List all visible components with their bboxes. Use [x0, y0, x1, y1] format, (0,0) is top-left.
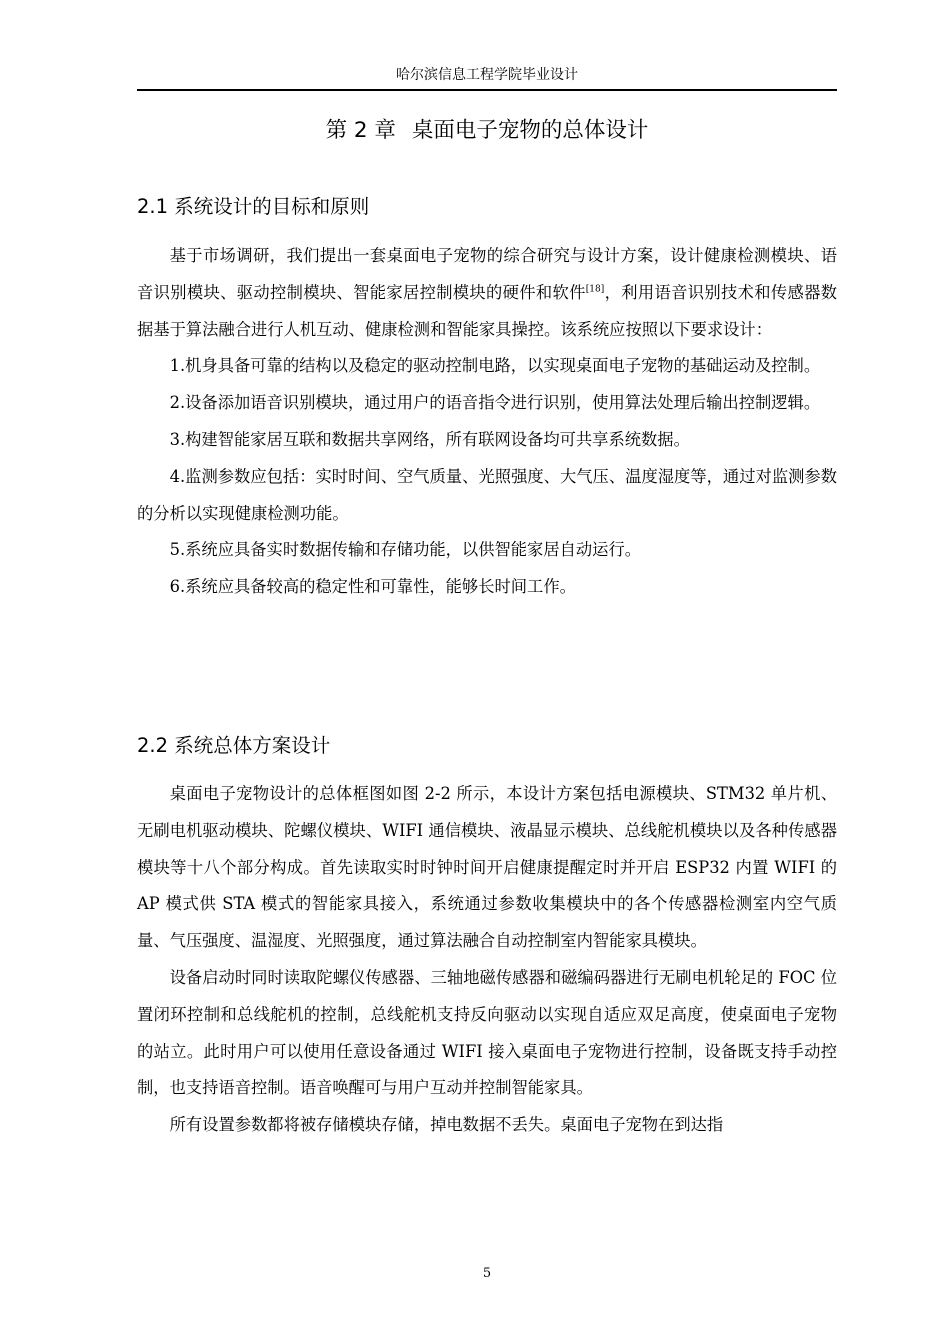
- chapter-title: [137, 116, 837, 146]
- running-header: 哈尔滨信息工程学院毕业设计: [396, 67, 578, 83]
- chapter-number: 第 2 章: [325, 118, 396, 143]
- body-paragraph: 所有设置参数都将被存储模块存储，掉电数据不丢失。桌面电子宠物在到达指: [169, 1115, 724, 1135]
- body-paragraph: 桌面电子宠物设计的总体框图如图 2-2 所示，本设计方案包括电源模块、STM32 单片机、无刷电机驱动模块、陀螺仪模块、WIFI 通信模块、液晶显示模块、总线舵机模块以及各种传感器模块等十八个部分构成。首先读取实时时钟时间开启健康提醒定时并开启 ESP32 内置 WIFI 的 AP 模式供 STA 模式的智能家具接入，系统通过参数收集模块中的各个传感器检测室内空气质量、气压强度、温湿度、光照强度，通过算法融合自动控制室内智能家具模块。: [137, 784, 837, 951]
- section-2-1-body: [137, 238, 837, 606]
- requirement-item: 4.监测参数应包括：实时时间、空气质量、光照强度、大气压、温度湿度等，通过对监测参数的分析以实现健康检测功能。: [137, 466, 837, 523]
- chapter-title-text: 桌面电子宠物的总体设计: [411, 118, 649, 143]
- page-number: 5: [482, 1266, 492, 1281]
- section-heading-2-2: 2.2 系统总体方案设计: [137, 734, 331, 757]
- requirement-item: 1.机身具备可靠的结构以及稳定的驱动控制电路，以实现桌面电子宠物的基础运动及控制。: [169, 356, 821, 376]
- body-paragraph: 设备启动时同时读取陀螺仪传感器、三轴地磁传感器和磁编码器进行无刷电机轮足的 FOC 位置闭环控制和总线舵机的控制，总线舵机支持反向驱动以实现自适应双足高度，使桌面电子宠物的站立。此时用户可以使用任意设备通过 WIFI 接入桌面电子宠物进行控制，设备既支持手动控制，也支持语音控制。语音唤醒可与用户互动并控制智能家具。: [137, 967, 837, 1098]
- section-heading-2-1: 2.1 系统设计的目标和原则: [137, 195, 370, 218]
- intro-text-cont: ，利用语音识别技术和传感器数据基于算法融合进行人机互动、健康检测和智能家具操控。该系统应按照以下要求设计：: [137, 282, 837, 339]
- citation-ref: [18]: [585, 284, 605, 295]
- intro-text: 基于市场调研，我们提出一套桌面电子宠物的综合研究与设计方案，设计健康检测模块、语音识别模块、驱动控制模块、智能家居控制模块的硬件和软件: [137, 246, 837, 302]
- intro-paragraph: [137, 238, 837, 348]
- requirement-item: 5.系统应具备实时数据传输和存储功能，以供智能家居自动运行。: [169, 540, 642, 560]
- section-2-2-body: [137, 776, 837, 1144]
- header-rule: [137, 89, 837, 91]
- requirement-item: 3.构建智能家居互联和数据共享网络，所有联网设备均可共享系统数据。: [169, 429, 690, 449]
- requirement-item: 2.设备添加语音识别模块，通过用户的语音指令进行识别，使用算法处理后输出控制逻辑。: [169, 393, 821, 413]
- requirement-item: 6.系统应具备较高的稳定性和可靠性，能够长时间工作。: [169, 577, 576, 597]
